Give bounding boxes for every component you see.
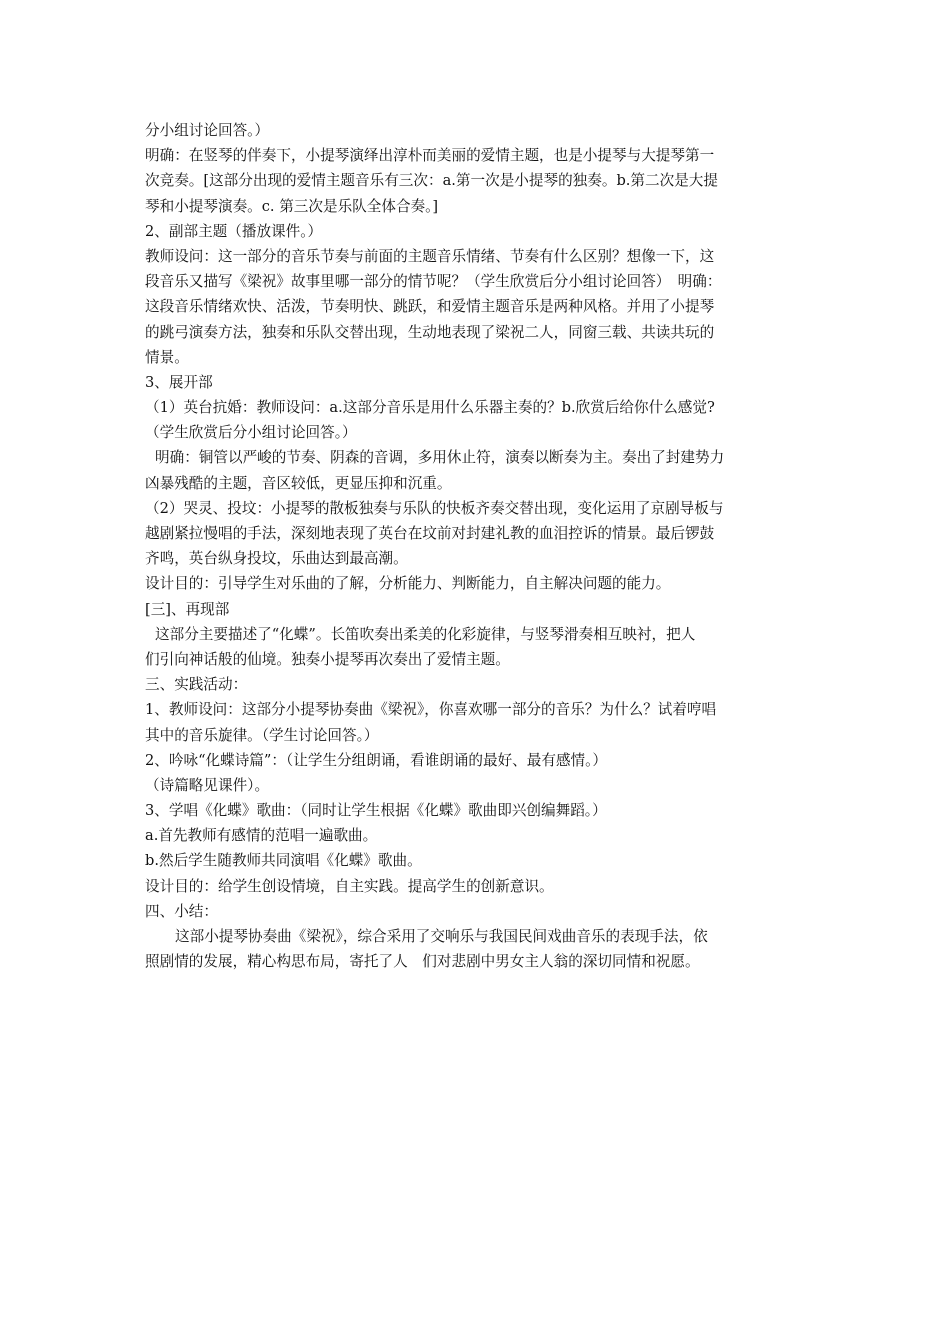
section-heading: 3、展开部 (145, 373, 213, 391)
text-line: 次竞奏。[这部分出现的爱情主题音乐有三次：a.第一次是小提琴的独奏。b.第二次是大提 (145, 172, 718, 190)
text-line: （学生欣赏后分小组讨论回答。） (145, 424, 357, 442)
text-line: （1）英台抗婚：教师设问：a.这部分音乐是用什么乐器主奏的？b.欣赏后给你什么感觉? (145, 399, 715, 417)
text-line: （诗篇略见课件）。 (145, 776, 270, 794)
text-line: 3、学唱《化蝶》歌曲：（同时让学生根据《化蝶》歌曲即兴创编舞蹈。） (145, 802, 607, 820)
text-line: 段音乐又描写《梁祝》故事里哪一部分的情节呢？（学生欣赏后分小组讨论回答） 明确： (145, 273, 722, 291)
text-line: 齐鸣，英台纵身投坟，乐曲达到最高潮。 (145, 550, 408, 568)
text-line: 分小组讨论回答。） (145, 122, 270, 139)
text-line: 设计目的：给学生创设情境，自主实践。提高学生的创新意识。 (145, 877, 554, 895)
text-line: 明确：在竖琴的伴奏下，小提琴演绎出淳朴而美丽的爱情主题，也是小提琴与大提琴第一 (145, 147, 715, 165)
text-line: 1、教师设问：这部分小提琴协奏曲《梁祝》，你喜欢哪一部分的音乐？为什么？试着哼唱 (145, 701, 717, 719)
text-line: b.然后学生随教师共同演唱《化蝶》歌曲。 (145, 852, 422, 870)
text-line: 凶暴残酷的主题，音区较低，更显压抑和沉重。 (145, 474, 452, 492)
section-heading: 2、副部主题（播放课件。） (145, 222, 323, 240)
text-line: 们引向神话般的仙境。独奏小提琴再次奏出了爱情主题。 (145, 650, 510, 668)
section-heading: 三、实践活动： (145, 676, 248, 694)
text-line: 这段音乐情绪欢快、活泼，节奏明快、跳跃，和爱情主题音乐是两种风格。并用了小提琴 (145, 298, 715, 316)
text-line: （2）哭灵、投坟：小提琴的散板独奏与乐队的快板齐奏交替出现，变化运用了京剧导板与 (145, 499, 724, 517)
text-line: 这部小提琴协奏曲《梁祝》，综合采用了交响乐与我国民间戏曲音乐的表现手法，依 (175, 928, 708, 945)
document-body (145, 118, 810, 974)
text-line: 教师设问：这一部分的音乐节奏与前面的主题音乐情绪、节奏有什么区别？想像一下，这 (145, 247, 715, 265)
text-line: 的跳弓演奏方法，独奏和乐队交替出现，生动地表现了梁祝二人，同窗三载、共读共玩的 (145, 323, 715, 341)
text-line: 这部分主要描述了“化蝶”。长笛吹奏出柔美的化彩旋律，与竖琴滑奏相互映衬，把人 (155, 625, 696, 643)
text-line: a.首先教师有感情的范唱一遍歌曲。 (145, 827, 378, 845)
text-line: 情景。 (145, 348, 189, 366)
text-line: 设计目的：引导学生对乐曲的了解，分析能力、判断能力，自主解决问题的能力。 (145, 575, 671, 593)
section-heading: 四、小结： (145, 902, 218, 920)
text-line: 其中的音乐旋律。（学生讨论回答。） (145, 726, 379, 744)
section-heading: [三]、再现部 (145, 600, 230, 618)
text-line: 2、吟咏“化蝶诗篇”：（让学生分组朗诵，看谁朗诵的最好、最有感情。） (145, 751, 608, 769)
text-line: 照剧情的发展，精心构思布局，寄托了人 们对悲剧中男女主人翁的深切同情和祝愿。 (145, 953, 700, 971)
text-line: 琴和小提琴演奏。c. 第三次是乐队全体合奏。] (145, 197, 439, 215)
text-line: 越剧紧拉慢唱的手法，深刻地表现了英台在坟前对封建礼教的血泪控诉的情景。最后锣鼓 (145, 525, 715, 542)
text-line: 明确：铜管以严峻的节奏、阴森的音调，多用休止符，演奏以断奏为主。奏出了封建势力 (155, 449, 725, 467)
